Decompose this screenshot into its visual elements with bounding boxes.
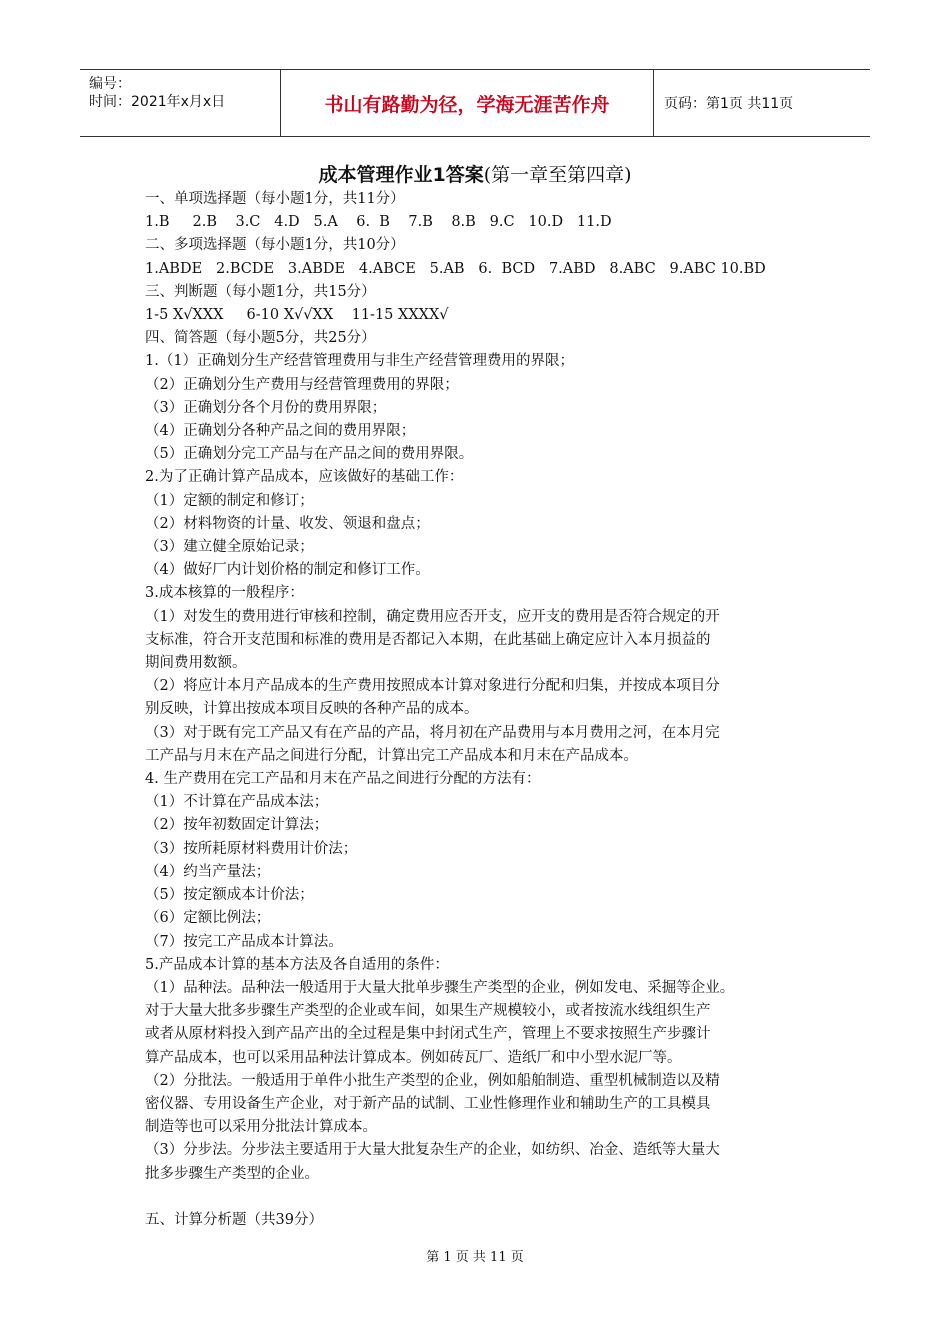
text-line: 对于大量大批多步骤生产类型的企业或车间，如果生产规模较小，或者按流水线组织生产 (145, 1003, 711, 1020)
header-page-info: 页码：第1页 共11页 (664, 96, 794, 112)
text-line: 4. 生产费用在完工产品和月末在产品之间进行分配的方法有： (145, 771, 541, 788)
text-line: 期间费用数额。 (145, 655, 247, 672)
text-line: （6）定额比例法； (145, 910, 271, 927)
page-header (80, 69, 870, 137)
text-line: （2）分批法。一般适用于单件小批生产类型的企业，例如船舶制造、重型机械制造以及精 (145, 1072, 720, 1089)
text-line: （3）建立健全原始记录； (145, 539, 314, 556)
text-line: （3）按所耗原材料费用计价法； (145, 840, 358, 857)
text-line: 或者从原材料投入到产品产出的全过程是集中封闭式生产，管理上不要求按照生产步骤计 (145, 1026, 711, 1043)
document-number-label: 编号： (89, 76, 131, 92)
text-line: （4）正确划分各种产品之间的费用界限； (145, 423, 416, 440)
text-line: 制造等也可以采用分批法计算成本。 (145, 1119, 377, 1136)
text-line: （2）将应计本月产品成本的生产费用按照成本计算对象进行分配和归集，并按成本项目分 (145, 678, 720, 695)
text-line: 1.ABDE 2.BCDE 3.ABDE 4.ABCE 5.AB 6. BCD 7.ABD 8.ABC 9.ABC 10.BD (145, 260, 766, 277)
header-info (80, 70, 280, 136)
text-line: （3）对于既有完工产品又有在产品的产品，将月初在产品费用与本月费用之河，在本月完 (145, 724, 720, 741)
text-line: （1）定额的制定和修订； (145, 492, 314, 509)
text-line: 1-5 X√XXX 6-10 X√√XX 11-15 XXXX√ (145, 307, 449, 324)
text-line: 一、单项选择题（每小题1分，共11分） (145, 191, 405, 207)
document-title-main: 成本管理作业1答案 (318, 164, 484, 186)
text-line: （5）按定额成本计价法； (145, 887, 314, 904)
text-line: 批多步骤生产类型的企业。 (145, 1165, 319, 1182)
text-line: 1.B 2.B 3.C 4.D 5.A 6. B 7.B 8.B 9.C 10.D 11.D (145, 214, 612, 231)
text-line: 支标准，符合开支范围和标准的费用是否都记入本期，在此基础上确定应计入本月损益的 (145, 631, 711, 648)
text-line: 5.产品成本计算的基本方法及各自适用的条件： (145, 956, 449, 973)
text-line: 五、计算分析题（共39分） (145, 1211, 323, 1228)
text-line: 二、多项选择题（每小题1分，共10分） (145, 237, 405, 254)
document-title (0, 160, 950, 187)
text-line: （2）正确划分生产费用与经营管理费用的界限； (145, 376, 459, 393)
text-line: 工产品与月末在产品之间进行分配，计算出完工产品成本和月末在产品成本。 (145, 747, 638, 764)
text-line: 1.（1）正确划分生产经营管理费用与非生产经营管理费用的界限； (145, 353, 575, 370)
text-line: 别反映，计算出按成本项目反映的各种产品的成本。 (145, 701, 479, 718)
text-line: （3）正确划分各个月份的费用界限； (145, 399, 387, 416)
text-line: 密仪器、专用设备生产企业，对于新产品的试制、工业性修理作业和辅助生产的工具模具 (145, 1095, 711, 1112)
text-line: （5）正确划分完工产品与在产品之间的费用界限。 (145, 446, 474, 463)
text-line: （4）约当产量法； (145, 863, 271, 880)
text-line: （1）品种法。品种法一般适用于大量大批单步骤生产类型的企业，例如发电、采掘等企业。 (145, 979, 735, 996)
header-motto: 书山有路勤为径，学海无涯苦作舟 (324, 93, 610, 116)
text-line: （1）不计算在产品成本法； (145, 794, 329, 811)
text-line (145, 1186, 815, 1209)
document-title-sub: (第一章至第四章) (483, 164, 632, 186)
text-line: 3.成本核算的一般程序： (145, 585, 304, 602)
text-line: （2）材料物资的计量、收发、领退和盘点； (145, 515, 430, 532)
document-date: 时间：2021年x月x日 (89, 94, 226, 110)
text-line: 三、判断题（每小题1分，共15分） (145, 283, 376, 300)
page-footer: 第 1 页 共 11 页 (426, 1250, 524, 1265)
document-body (145, 188, 815, 1232)
text-line: （4）做好厂内计划价格的制定和修订工作。 (145, 562, 430, 579)
text-line: 2.为了正确计算产品成本，应该做好的基础工作： (145, 469, 464, 486)
text-line: （7）按完工产品成本计算法。 (145, 933, 343, 950)
text-line: 四、简答题（每小题5分，共25分） (145, 330, 376, 347)
text-line: 算产品成本，也可以采用品种法计算成本。例如砖瓦厂、造纸厂和中小型水泥厂等。 (145, 1049, 682, 1066)
text-line: （3）分步法。分步法主要适用于大量大批复杂生产的企业，如纺织、冶金、造纸等大量大 (145, 1142, 720, 1159)
text-line: （2）按年初数固定计算法； (145, 817, 329, 834)
text-line: （1）对发生的费用进行审核和控制，确定费用应否开支，应开支的费用是否符合规定的开 (145, 608, 720, 625)
